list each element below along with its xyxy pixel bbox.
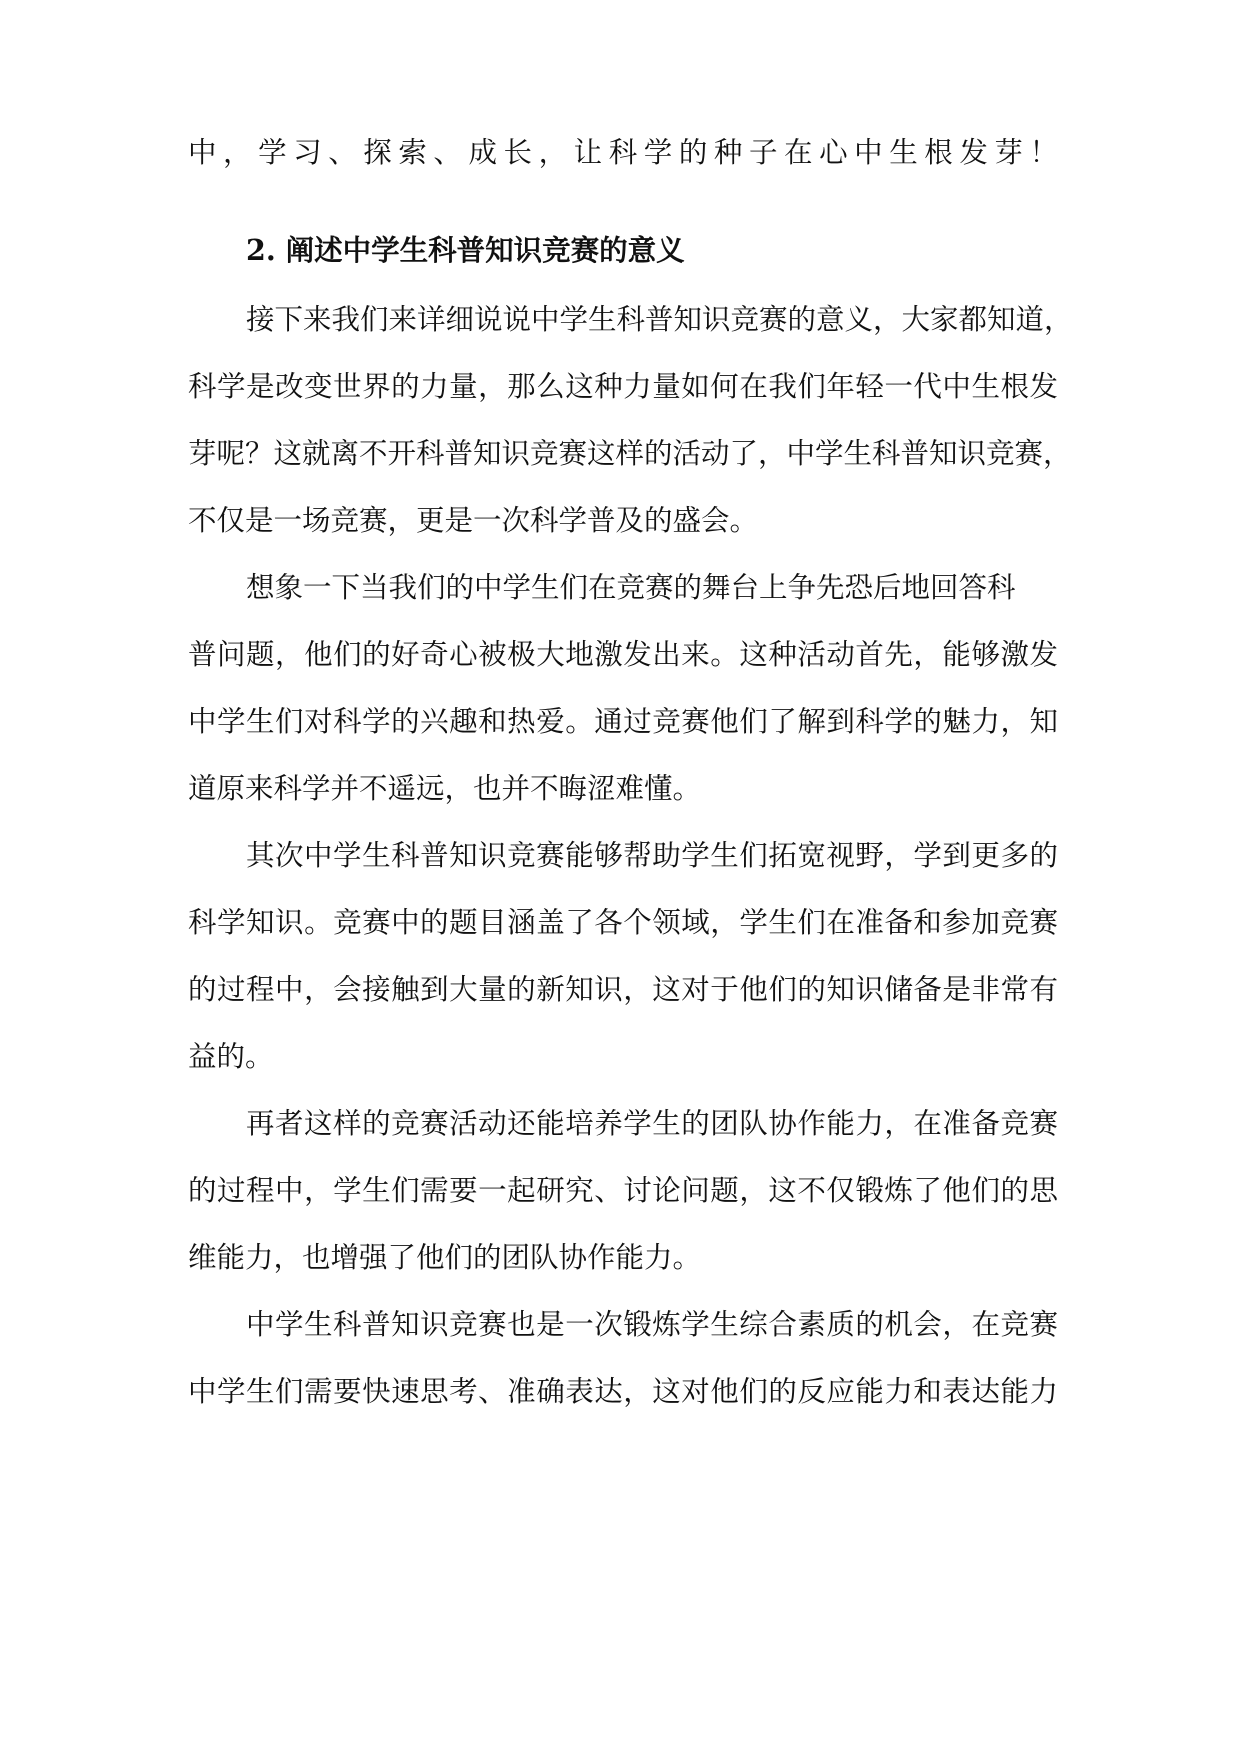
paragraph-1-line-4: 不仅是一场竞赛，更是一次科学普及的盛会。 bbox=[188, 504, 759, 537]
paragraph-1-line-1: 接下来我们来详细说说中学生科普知识竞赛的意义，大家都知道， bbox=[246, 303, 1073, 336]
section-heading: 2. 阐述中学生科普知识竞赛的意义 bbox=[246, 233, 685, 267]
paragraph-5-line-2: 中学生们需要快速思考、准确表达，这对他们的反应能力和表达能力 bbox=[188, 1375, 1058, 1408]
paragraph-3-line-1: 其次中学生科普知识竞赛能够帮助学生们拓宽视野，学到更多的 bbox=[246, 839, 1058, 872]
paragraph-3-line-4: 益的。 bbox=[188, 1040, 274, 1073]
paragraph-2-line-1: 想象一下当我们的中学生们在竞赛的舞台上争先恐后地回答科 bbox=[246, 571, 1016, 604]
paragraph-4-line-3: 维能力，也增强了他们的团队协作能力。 bbox=[188, 1241, 702, 1274]
paragraph-4-line-2: 的过程中，学生们需要一起研究、讨论问题，这不仅锻炼了他们的思 bbox=[188, 1174, 1058, 1207]
paragraph-1-line-3: 芽呢？这就离不开科普知识竞赛这样的活动了，中学生科普知识竞赛， bbox=[188, 437, 1072, 470]
paragraph-4-line-1: 再者这样的竞赛活动还能培养学生的团队协作能力，在准备竞赛 bbox=[246, 1107, 1058, 1140]
paragraph-2-line-3: 中学生们对科学的兴趣和热爱。通过竞赛他们了解到科学的魅力，知 bbox=[188, 705, 1058, 738]
paragraph-2-line-2: 普问题，他们的好奇心被极大地激发出来。这种活动首先，能够激发 bbox=[188, 638, 1058, 671]
paragraph-3-line-3: 的过程中，会接触到大量的新知识，这对于他们的知识储备是非常有 bbox=[188, 973, 1058, 1006]
paragraph-3-line-2: 科学知识。竞赛中的题目涵盖了各个领域，学生们在准备和参加竞赛 bbox=[188, 906, 1058, 939]
paragraph-2-line-4: 道原来科学并不遥远，也并不晦涩难懂。 bbox=[188, 772, 702, 805]
paragraph-1-line-2: 科学是改变世界的力量，那么这种力量如何在我们年轻一代中生根发 bbox=[188, 370, 1058, 403]
continuation-line: 中，学习、探索、成长，让科学的种子在心中生根发芽！ bbox=[188, 136, 1058, 169]
paragraph-5-line-1: 中学生科普知识竞赛也是一次锻炼学生综合素质的机会，在竞赛 bbox=[246, 1308, 1058, 1341]
